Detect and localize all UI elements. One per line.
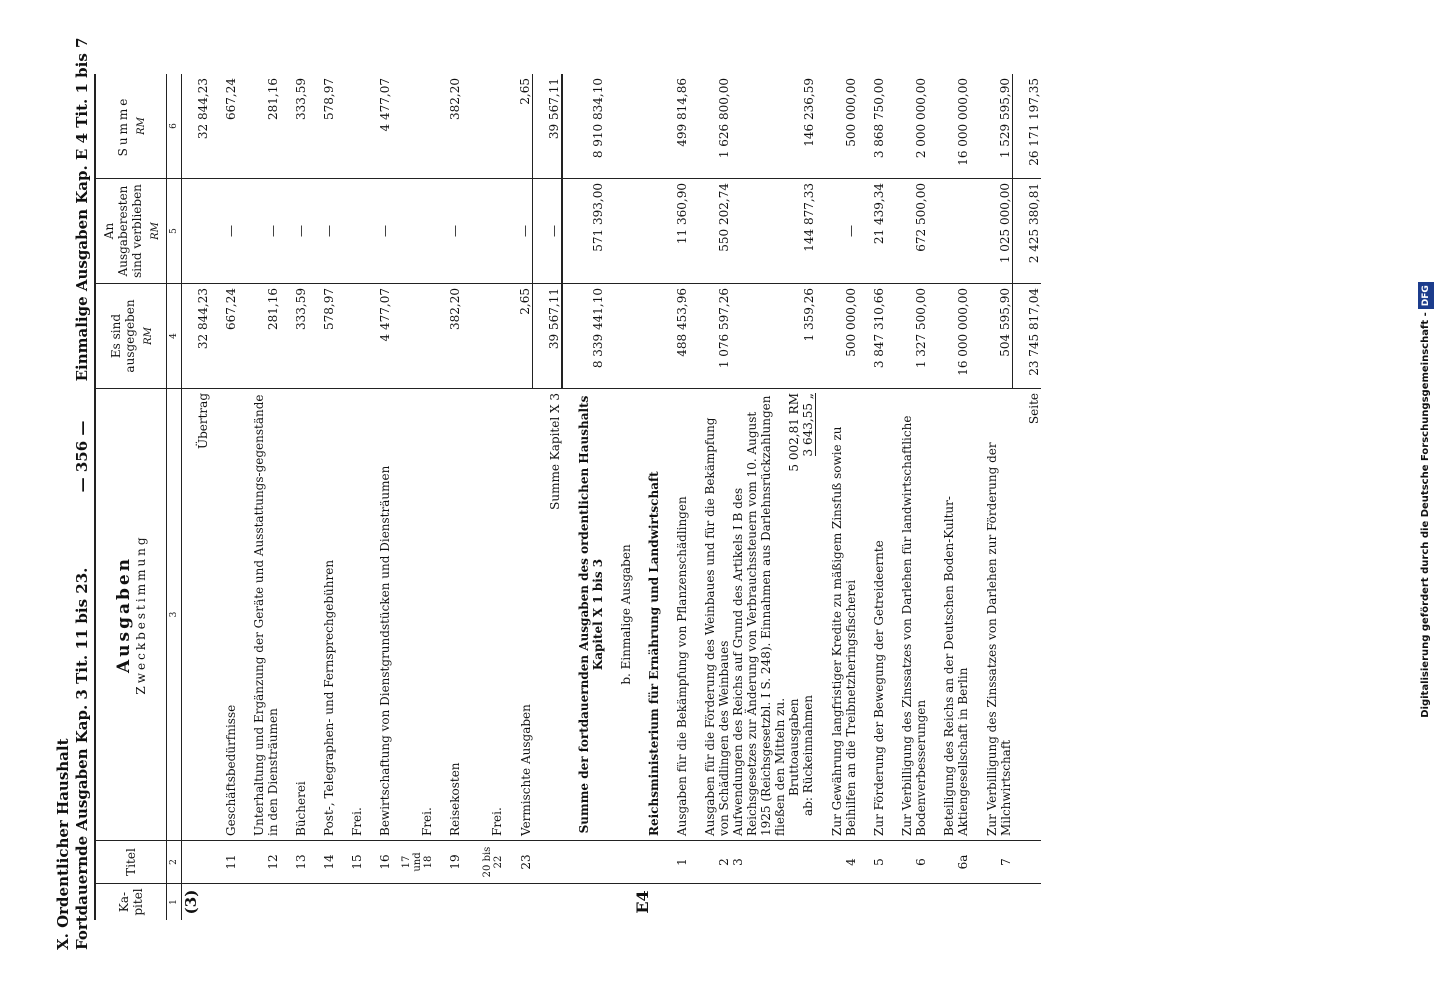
- row-c5: 21 439,34: [858, 179, 886, 284]
- row-titel: 2: [689, 841, 731, 884]
- row-titel: 13: [280, 841, 308, 884]
- side-note: [1418, 20, 1434, 980]
- col-kapitel: Ka-pitel: [95, 884, 167, 921]
- row-text: Ausgaben für die Förderung des Weinbaues und für die Bekämpfung von Schädlingen des Weinbaues: [689, 389, 731, 841]
- table-row: [816, 74, 858, 920]
- seite-c4: 23 745 817,04: [1013, 284, 1042, 389]
- row-c4: 1 076 597,26: [689, 284, 731, 389]
- row-c5: 672 500,00: [886, 179, 928, 284]
- row-titel: 19: [434, 841, 462, 884]
- row-titel: 11: [210, 841, 238, 884]
- row-c5: 11 360,90: [661, 179, 689, 284]
- col-summe: [95, 74, 167, 179]
- ruck-value: 3 643,55 „: [801, 393, 815, 457]
- summe-kapitel-c4: 39 567,11: [533, 284, 563, 389]
- rotated-page: [0, 20, 1434, 980]
- col-summe-label: Summe: [115, 95, 130, 157]
- col-reste-unit: RM: [149, 222, 161, 240]
- summe-ordentlich-label: Summe der fortdauernden Ausgaben des ordentlichen Haushalts Kapitel X 1 bis 3: [562, 389, 605, 841]
- seite-label: Seite: [1013, 389, 1042, 841]
- ruck-line: [801, 393, 816, 836]
- col-reste-label: An Ausgaberesten sind verblieben: [101, 184, 144, 278]
- row-text: Aufwendungen des Reichs auf Grund des Artikels I B des Reichsgesetzes zur Änderung von Verbrauchssteuern vom 10. August 1925 (Reichsgesetzbl. I S. 248). Einnahmen aus Darlehnsrückzahlungen fließen den Mitteln zu.: [731, 395, 787, 836]
- row-c5: —: [504, 179, 533, 284]
- budget-table: [94, 74, 1041, 920]
- row-c6: 16 000 000,00: [956, 78, 970, 166]
- column-header-row: [95, 74, 167, 920]
- uebertrag-row: [182, 74, 211, 920]
- summe-kapitel-c5: —: [533, 179, 563, 284]
- row-c4: 4 477,07: [364, 284, 392, 389]
- row-c5: 550 202,74: [689, 179, 731, 284]
- table-row: [661, 74, 689, 920]
- row-c4: 500 000,00: [816, 284, 858, 389]
- row-text: Geschäftsbedürfnisse: [210, 389, 238, 841]
- row-c4: [462, 284, 504, 389]
- table-row: [462, 74, 504, 920]
- brutto-value: 5 002,81 RM: [787, 393, 801, 472]
- row-c6: [462, 74, 504, 179]
- row-text: Frei.: [392, 389, 434, 841]
- row-c6: [392, 74, 434, 179]
- header-left: Fortdauernde Ausgaben Kap. 3 Tit. 11 bis 23.: [73, 567, 91, 950]
- row-c5: [462, 179, 504, 284]
- row-titel: 14: [308, 841, 336, 884]
- col-ausgegeben: [95, 284, 167, 389]
- row-c6: 499 814,86: [675, 78, 689, 147]
- row-c6: 578,97: [322, 78, 336, 120]
- row-c6: 2,65: [518, 78, 532, 105]
- side-note-text: Digitalisierung gefördert durch die Deutsche Forschungsgemeinschaft -: [1420, 312, 1431, 718]
- row-titel: 6a: [928, 841, 970, 884]
- row-titel: 1: [661, 841, 689, 884]
- summe-ordentlich-c4: 8 339 441,10: [562, 284, 605, 389]
- col-num-3: 3: [167, 389, 182, 841]
- header-line: [73, 37, 91, 950]
- uebertrag-label: Übertrag: [182, 389, 211, 841]
- col-zweck: Zweckbestimmung: [134, 534, 148, 695]
- seite-c6: 26 171 197,35: [1013, 74, 1042, 179]
- row-text: Ausgaben für die Bekämpfung von Pflanzenschädlingen: [661, 389, 689, 841]
- seite-row: [1013, 74, 1042, 920]
- summe-kapitel-label: Summe Kapitel X 3: [533, 389, 563, 841]
- row-c4: [392, 284, 434, 389]
- row-text: Bewirtschaftung von Dienstgrundstücken und Diensträumen: [364, 389, 392, 841]
- row-text: Zur Förderung der Bewegung der Getreideernte: [858, 389, 886, 841]
- kapitel-e4: E4: [633, 884, 661, 921]
- table-row: [886, 74, 928, 920]
- row-text: Post-, Telegraphen- und Fernsprechgebühren: [308, 389, 336, 841]
- table-row: [238, 74, 280, 920]
- dfg-logo: DFG: [1418, 282, 1434, 309]
- row-titel: 6: [886, 841, 928, 884]
- row-c5: 144 877,33: [731, 179, 816, 284]
- row-c6: 500 000,00: [844, 78, 858, 147]
- kapitel-3: (3): [182, 884, 211, 921]
- brutto-label: Bruttoausgaben: [787, 698, 801, 796]
- row-c4: 1 327 500,00: [886, 284, 928, 389]
- row-c5: —: [816, 179, 858, 284]
- row-text: Bücherei: [280, 389, 308, 841]
- col-num-2: 2: [167, 841, 182, 884]
- row-c5: —: [210, 179, 238, 284]
- col-ausgegeben-unit: RM: [142, 327, 154, 345]
- table-row: [928, 74, 970, 920]
- row-c4: 1 359,26: [731, 284, 816, 389]
- col-titel: Titel: [95, 841, 167, 884]
- row-titel: 16: [364, 841, 392, 884]
- col-summe-unit: RM: [135, 117, 147, 135]
- row-titel: 23: [504, 841, 533, 884]
- col-num-5: 5: [167, 179, 182, 284]
- col-ausgegeben-label: Es sind ausgegeben: [108, 299, 137, 373]
- row-text: Zur Verbilligung des Zinssatzes von Darlehen für landwirtschaftliche Bodenverbesserungen: [886, 389, 928, 841]
- row-text: Frei.: [336, 389, 364, 841]
- row-c5: [928, 179, 970, 284]
- row-c5: [336, 179, 364, 284]
- table-row: [858, 74, 886, 920]
- row-c4: 488 453,96: [661, 284, 689, 389]
- row-c5: —: [238, 179, 280, 284]
- row-titel: 5: [858, 841, 886, 884]
- row-c6: 146 236,59: [802, 78, 816, 147]
- uebertrag-c4: 32 844,23: [182, 284, 211, 389]
- col-ausgaben: [95, 389, 167, 841]
- table-row: [210, 74, 238, 920]
- row-c6: 382,20: [448, 78, 462, 120]
- table-row: [970, 74, 1013, 920]
- header-section-title: X. Ordentlicher Haushalt: [54, 738, 72, 950]
- row-titel: 12: [238, 841, 280, 884]
- summe-ordentlich-c6: 8 910 834,10: [562, 74, 605, 179]
- row-c4: 578,97: [308, 284, 336, 389]
- row-c4: 3 847 310,66: [858, 284, 886, 389]
- row-c5: [392, 179, 434, 284]
- header-right: Einmalige Ausgaben Kap. E 4 Tit. 1 bis 7: [73, 37, 91, 382]
- row-titel: 15: [336, 841, 364, 884]
- brutto-line: [787, 393, 801, 836]
- row-c4: 382,20: [434, 284, 462, 389]
- row-titel: 3: [731, 841, 816, 884]
- row-c6: 667,24: [224, 78, 238, 120]
- row-text: Frei.: [462, 389, 504, 841]
- row-c6: 3 868 750,00: [872, 78, 886, 159]
- uebertrag-c6: 32 844,23: [196, 78, 210, 140]
- row-c4: 504 595,90: [970, 284, 1013, 389]
- row-c6: 281,16: [266, 78, 280, 120]
- document-page: [0, 20, 1434, 980]
- row-c6: 2 000 000,00: [914, 78, 928, 159]
- ministry-title: Reichsministerium für Ernährung und Landwirtschaft: [633, 389, 661, 841]
- table-row: [434, 74, 462, 920]
- row-c4: [336, 284, 364, 389]
- row-c5: —: [364, 179, 392, 284]
- summe-kapitel-row: [533, 74, 563, 920]
- col-num-1: 1: [167, 884, 182, 921]
- row-titel: 7: [970, 841, 1013, 884]
- row-c5: —: [434, 179, 462, 284]
- ruck-label: ab: Rückeinnahmen: [801, 695, 815, 816]
- row-text: Zur Gewährung langfristiger Kredite zu mäßigem Zinsfuß sowie zu Beihilfen an die Treibnetzheringsfischerei: [816, 389, 858, 841]
- row-c4: 333,59: [280, 284, 308, 389]
- summe-ordentlich-row: [562, 74, 605, 920]
- col-reste: [95, 179, 167, 284]
- row-c4: 667,24: [210, 284, 238, 389]
- table-row: [504, 74, 533, 920]
- col-num-6: 6: [167, 74, 182, 179]
- einmalige-title: b. Einmalige Ausgaben: [605, 389, 633, 841]
- row-c5: —: [308, 179, 336, 284]
- row-c4: 2,65: [504, 284, 533, 389]
- table-row: [280, 74, 308, 920]
- table-row: [364, 74, 392, 920]
- col-num-4: 4: [167, 284, 182, 389]
- row-c5: 1 025 000,00: [970, 179, 1013, 284]
- row-c6: 1 626 800,00: [717, 78, 731, 159]
- row-c4: 16 000 000,00: [928, 284, 970, 389]
- summe-kapitel-c6: 39 567,11: [533, 74, 563, 179]
- row-text-block: [731, 389, 816, 841]
- row-titel: 4: [816, 841, 858, 884]
- row-text: Beteiligung des Reichs an der Deutschen Boden-Kultur-Aktiengesellschaft in Berlin: [928, 389, 970, 841]
- table-row: [336, 74, 364, 920]
- row-text: Reisekosten: [434, 389, 462, 841]
- summe-ordentlich-c5: 571 393,00: [562, 179, 605, 284]
- row-c5: —: [280, 179, 308, 284]
- col-ausgaben-title: Ausgaben: [114, 555, 134, 674]
- row-titel: 17 und 18: [392, 841, 434, 884]
- table-row: [392, 74, 434, 920]
- table-row: [689, 74, 731, 920]
- page-number: — 356 —: [73, 420, 91, 493]
- einmalige-title-row: [605, 74, 633, 920]
- row-c4: 281,16: [238, 284, 280, 389]
- row-text: Zur Verbilligung des Zinssatzes von Darlehen zur Förderung der Milchwirtschaft: [970, 389, 1013, 841]
- row-titel: 20 bis 22: [462, 841, 504, 884]
- table-row: [731, 74, 816, 920]
- row-c6: 4 477,07: [378, 78, 392, 132]
- row-text: Vermischte Ausgaben: [504, 389, 533, 841]
- row-text: Unterhaltung und Ergänzung der Geräte und Ausstattungs-gegenstände in den Diensträumen: [238, 389, 280, 841]
- row-c6: 333,59: [294, 78, 308, 120]
- ministry-row: [633, 74, 661, 920]
- table-row: [308, 74, 336, 920]
- seite-c5: 2 425 380,81: [1013, 179, 1042, 284]
- column-number-row: [167, 74, 182, 920]
- row-c6: [336, 74, 364, 179]
- row-c6: 1 529 595,90: [998, 78, 1012, 159]
